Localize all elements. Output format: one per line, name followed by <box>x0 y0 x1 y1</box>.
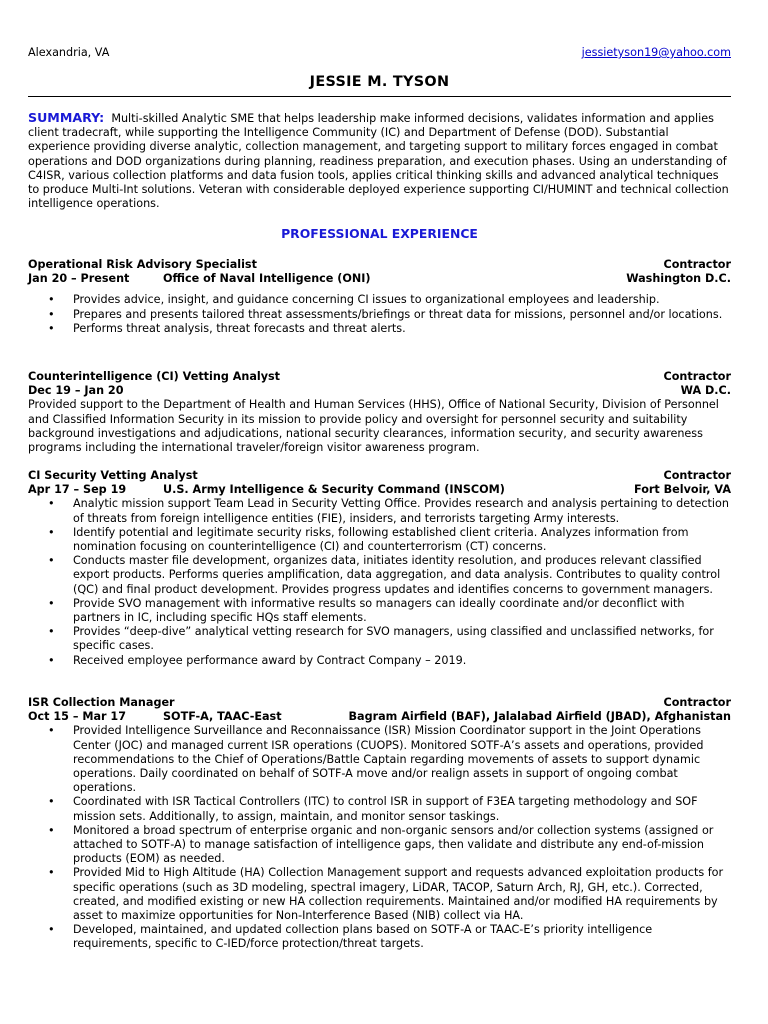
job-bullets <box>28 724 731 951</box>
job-entry-2 <box>28 370 731 455</box>
list-item: • Provides advice, insight, and guidance concerning CI issues to organizational employees and leadership. <box>28 293 731 307</box>
section-title-experience: PROFESSIONAL EXPERIENCE <box>281 226 478 241</box>
list-item: • Conducts master file development, organizes data, initiates identity resolution, and produces relevant classified export products. Performs queries amplification, data aggregation, and data analysis. Contributes to quality control (QC) and final product development. Provides progress updates and identifies concerns to government managers. <box>28 554 731 597</box>
job-bullets <box>28 497 731 667</box>
email-link[interactable]: jessietyson19@yahoo.com <box>581 46 731 59</box>
job-entry-3 <box>28 469 731 668</box>
job-description: Provided support to the Department of Health and Human Services (HHS), Office of National Security, Division of Personnel and Classified Information Security in its mission to provide policy and oversight for personnel security and suitability background investigations and adjudications, national security clearances, information security, and security awareness programs including the international traveler/foreign visitor awareness program. <box>28 398 719 454</box>
list-item: • Performs threat analysis, threat forecasts and threat alerts. <box>28 322 731 336</box>
job-org: U.S. Army Intelligence & Security Command (INSCOM) <box>163 483 505 497</box>
job-title: ISR Collection Manager <box>28 696 175 709</box>
job-title: Operational Risk Advisory Specialist <box>28 258 257 271</box>
summary-text: Multi-skilled Analytic SME that helps leadership make informed decisions, validates information and applies client tradecraft, while supporting the Intelligence Community (IC) and Department of Defense (DOD). Substantial experience providing diverse analytic, collection management, and targeting support to military forces engaged in combat operations and DOD organizations during planning, readiness preparation, and execution phases. Using an understanding of C4ISR, various collection platforms and data fusion tools, applies critical thinking skills and advanced analytical techniques to produce Multi-Int solutions. Veteran with considerable deployed experience supporting CI/HUMINT and technical collection intelligence operations. <box>28 112 729 211</box>
header-divider <box>28 96 731 97</box>
job-bullets <box>28 293 731 336</box>
list-item: • Analytic mission support Team Lead in Security Vetting Office. Provides research and analysis pertaining to detection of threats from foreign intelligence entities (FIE), insiders, and terrorists targeting Army interests. <box>28 497 731 525</box>
job-org: SOTF-A, TAAC-East <box>163 710 282 724</box>
job-type: Contractor <box>663 696 731 709</box>
list-item: • Coordinated with ISR Tactical Controllers (ITC) to control ISR in support of F3EA targeting methodology and SOF mission sets. Additionally, to assign, maintain, and monitor sensor taskings. <box>28 795 731 823</box>
summary-label: SUMMARY: <box>28 110 105 125</box>
job-entry-4 <box>28 696 731 952</box>
list-item: • Identify potential and legitimate security risks, following established client criteria. Analyzes information from nomination focusing on counterintelligence (CI) and counterterrorism (CT) concerns. <box>28 526 731 554</box>
job-type: Contractor <box>663 258 731 271</box>
list-item: • Prepares and presents tailored threat assessments/briefings or threat data for missions, personnel and/or locations. <box>28 308 731 322</box>
candidate-name: JESSIE M. TYSON <box>309 74 450 90</box>
location: Alexandria, VA <box>28 46 110 59</box>
job-dates: Oct 15 – Mar 17 <box>28 710 126 724</box>
job-title: Counterintelligence (CI) Vetting Analyst <box>28 370 281 383</box>
list-item: • Received employee performance award by Contract Company – 2019. <box>28 654 731 668</box>
list-item: • Provides “deep-dive” analytical vetting research for SVO managers, using classified and unclassified networks, for specific cases. <box>28 625 731 653</box>
job-location: WA D.C. <box>680 384 731 398</box>
job-location: Fort Belvoir, VA <box>634 483 731 497</box>
list-item: • Provide SVO management with informative results so managers can ideally coordinate and/or deconflict with partners in IC, including specific HQs staff elements. <box>28 597 731 625</box>
job-type: Contractor <box>663 469 731 482</box>
job-org: Office of Naval Intelligence (ONI) <box>163 272 371 286</box>
job-dates: Jan 20 – Present <box>28 272 130 286</box>
job-dates: Dec 19 – Jan 20 <box>28 384 124 398</box>
summary-block <box>28 111 731 211</box>
contact-line <box>28 46 731 62</box>
list-item: • Provided Mid to High Altitude (HA) Collection Management support and requests advanced exploitation products for specific operations (such as 3D modeling, spectral imagery, LiDAR, TACOP, Saturn Arch, RJ, GH, etc.). Corrected, created, and modified existing or new HA collection requirements. Maintained and/or modified HA requirements by asset to maximize opportunities for Non-Interference Based (NIB) collect via HA. <box>28 866 731 923</box>
list-item: • Developed, maintained, and updated collection plans based on SOTF-A or TAAC-E’s priority intelligence requirements, specific to C-IED/force protection/threat targets. <box>28 923 731 951</box>
list-item: • Provided Intelligence Surveillance and Reconnaissance (ISR) Mission Coordinator support in the Joint Operations Center (JOC) and managed current ISR operations (CUOPS). Monitored SOTF-A’s assets and operations, provided recommendations to the Chief of Operations/Battle Captain regarding movements of assets to support dynamic operations. Daily coordinated on behalf of SOTF-A move and/or realign assets in support of ongoing combat operations. <box>28 724 731 795</box>
job-type: Contractor <box>663 370 731 383</box>
job-dates: Apr 17 – Sep 19 <box>28 483 127 497</box>
job-location: Washington D.C. <box>626 272 731 286</box>
job-title: CI Security Vetting Analyst <box>28 469 198 482</box>
job-entry-1 <box>28 258 731 336</box>
job-location: Bagram Airfield (BAF), Jalalabad Airfield (JBAD), Afghanistan <box>348 710 731 724</box>
list-item: • Monitored a broad spectrum of enterprise organic and non-organic sensors and/or collection systems (assigned or attached to SOTF-A) to manage satisfaction of intelligence gaps, then validate and distribute any end-of-mission products (EOM) as needed. <box>28 824 731 867</box>
